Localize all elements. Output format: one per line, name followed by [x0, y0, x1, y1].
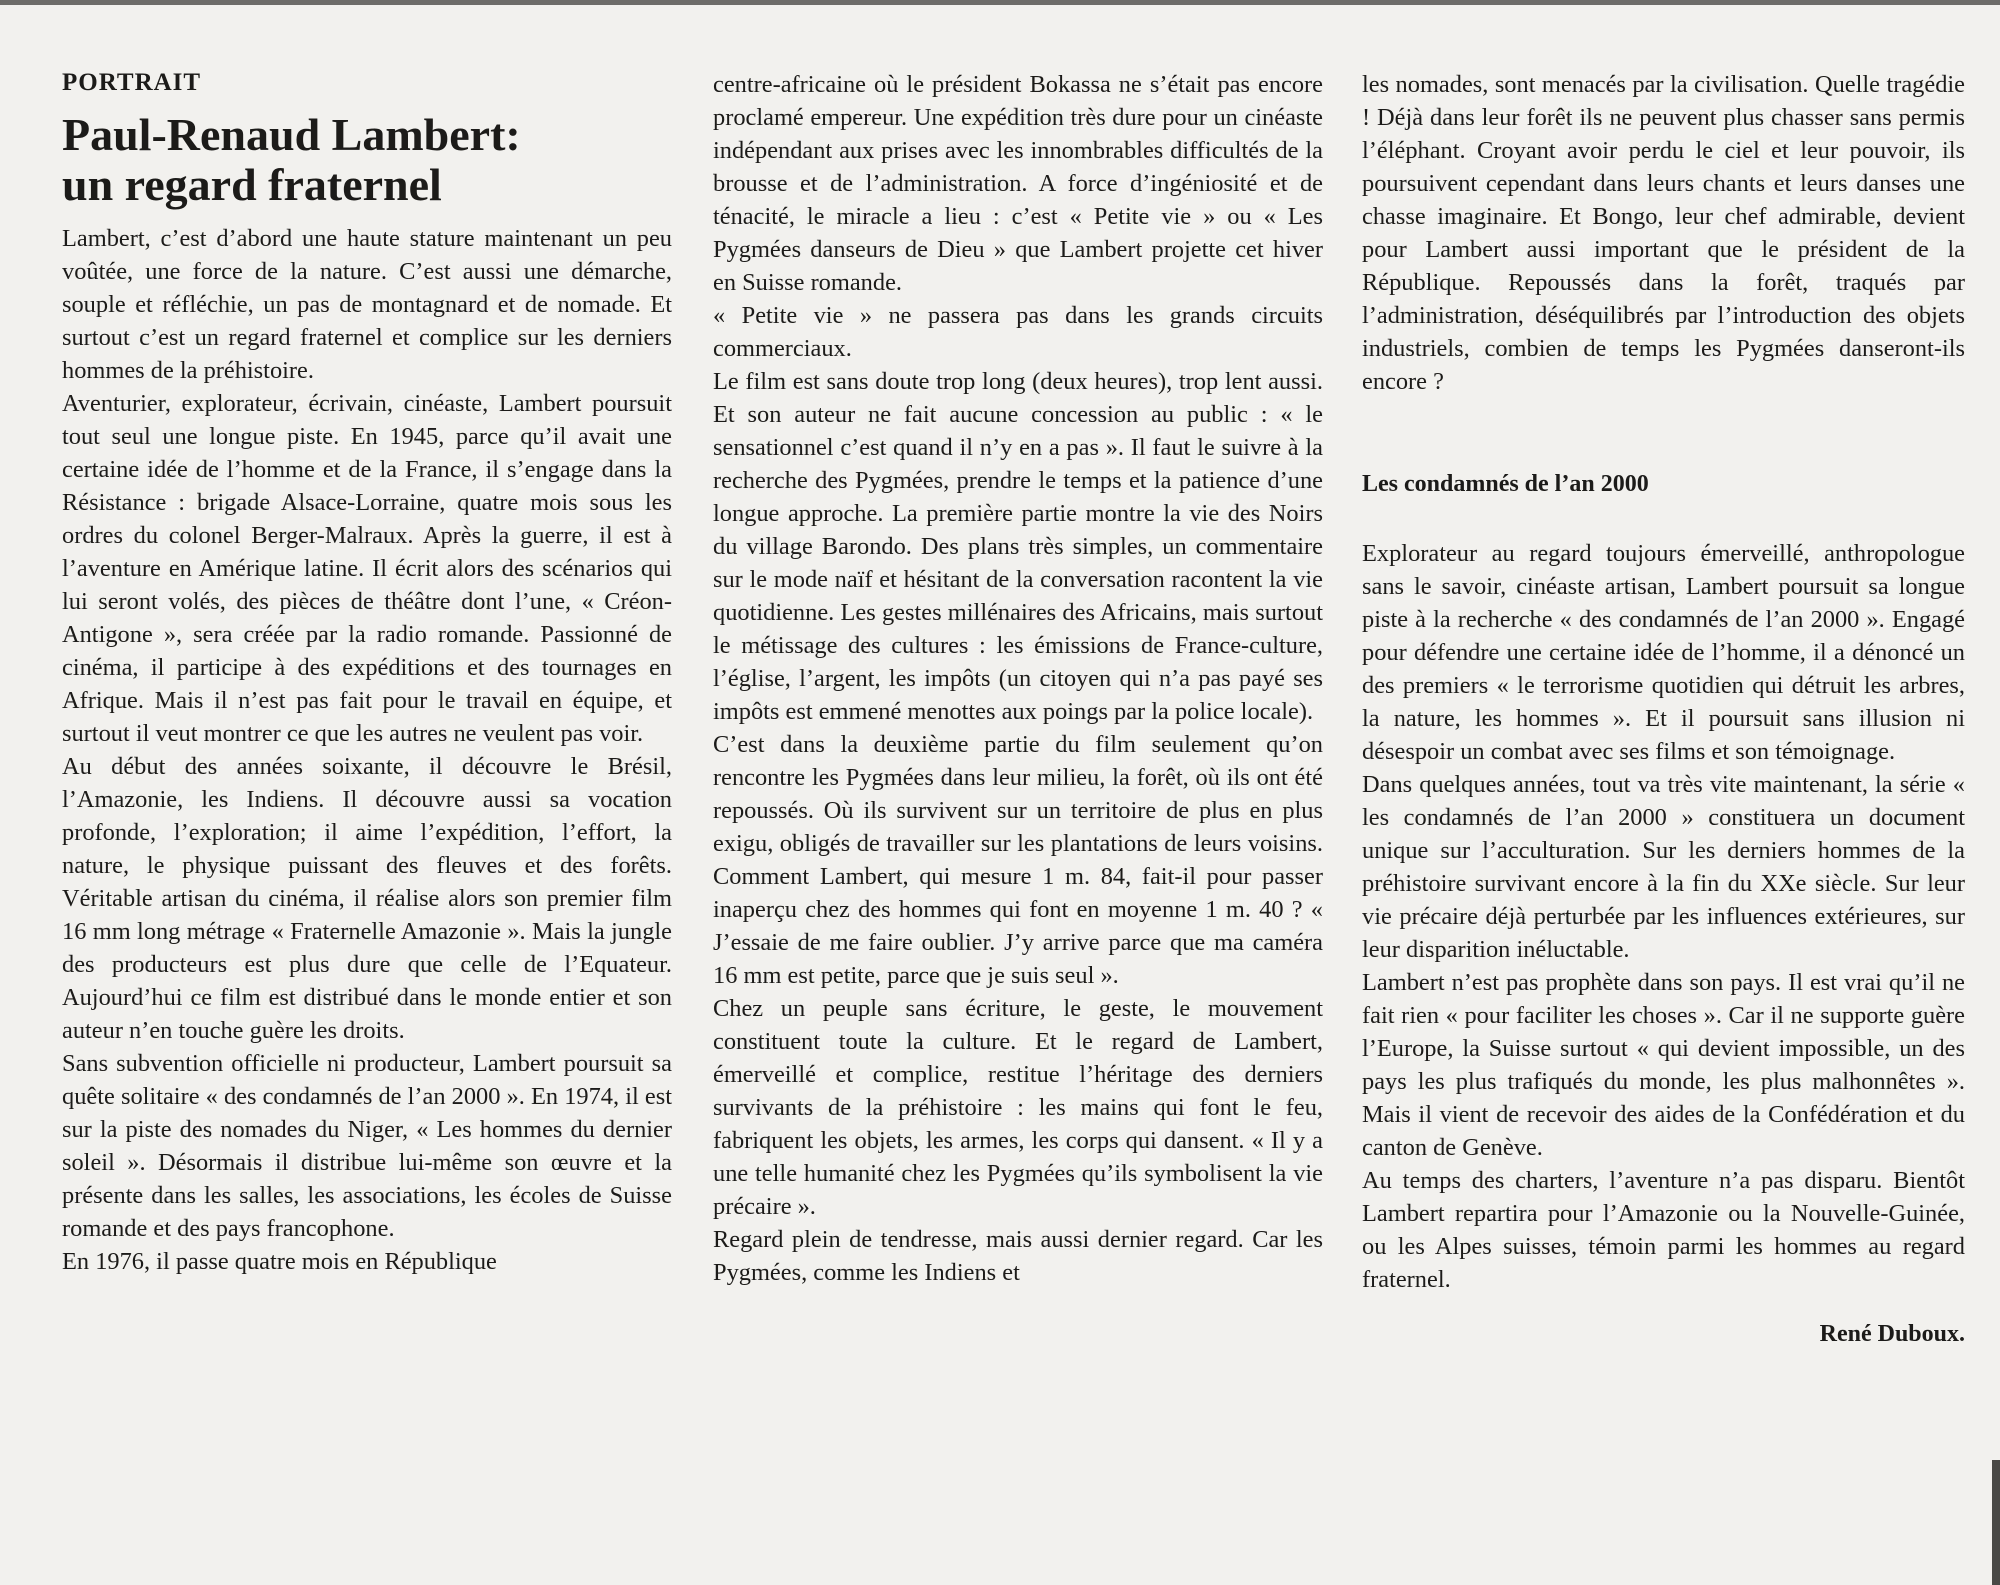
page-edge-shadow [1992, 1460, 2000, 1585]
paragraph: centre-africaine où le président Bokassa ne s’était pas encore proclamé empereur. Une expédition très dure pour un cinéaste indépendant aux prises avec les innombrables difficultés de la brousse et de l’administration. A force d’ingéniosité et de ténacité, le miracle a lieu : c’est « Petite vie » ou « Les Pygmées danseurs de Dieu » que Lambert projette cet hiver en Suisse romande. [713, 71, 1323, 296]
paragraph: Explorateur au regard toujours émerveillé, anthropologue sans le savoir, cinéaste artisan, Lambert poursuit sa longue piste à la recherche « des condamnés de l’an 2000 ». Engagé pour défendre une certaine idée de l’homme, il a dénoncé un des premiers « le terrorisme quotidien qui détruit les arbres, la nature, les hommes ». Et il poursuit sans illusion ni désespoir un combat avec ses films et son témoignage. [1362, 540, 1965, 765]
paragraph: Au début des années soixante, il découvre le Brésil, l’Amazonie, les Indiens. Il découvre aussi sa vocation profonde, l’exploration; il aime l’expédition, l’effort, la nature, le physique puissant des fleuves et des forêts. Véritable artisan du cinéma, il réalise alors son premier film 16 mm long métrage « Fraternelle Amazonie ». Mais la jungle des producteurs est plus dure que celle de l’Equateur. Aujourd’hui ce film est distribué dans le monde entier et son auteur n’en touche guère les droits. [62, 753, 672, 1044]
page-top-rule [0, 0, 2000, 5]
author-signature: René Duboux. [1819, 1321, 1965, 1347]
paragraph: Sans subvention officielle ni producteur, Lambert poursuit sa quête solitaire « des condamnés de l’an 2000 ». En 1974, il est sur la piste des nomades du Niger, « Les hommes du dernier soleil ». Désormais il distribue lui-même son œuvre et la présente dans les salles, les associations, les écoles de Suisse romande et des pays francophone. [62, 1050, 672, 1242]
title-line-1: Paul-Renaud Lambert: [62, 109, 521, 160]
paragraph: Aventurier, explorateur, écrivain, cinéaste, Lambert poursuit tout seul une longue piste. En 1945, parce qu’il avait une certaine idée de l’homme et de la France, il s’engage dans la Résistance : brigade Alsace-Lorraine, quatre mois sous les ordres du colonel Berger-Malraux. Après la guerre, il est à l’aventure en Amérique latine. Il écrit alors des scénarios qui lui seront volés, des pièces de théâtre dont l’une, « Créon-Antigone », sera créée par la radio romande. Passionné de cinéma, il participe à des expéditions et des tournages en Afrique. Mais il n’est pas fait pour le travail en équipe, et surtout il veut montrer ce que les autres ne veulent pas voir. [62, 390, 672, 747]
paragraph: « Petite vie » ne passera pas dans les grands circuits commerciaux. [713, 302, 1323, 362]
title-line-2: un regard fraternel [62, 159, 442, 210]
column-1 [62, 68, 672, 1278]
paragraph: Lambert, c’est d’abord une haute stature maintenant un peu voûtée, une force de la nature. C’est aussi une démarche, souple et réfléchie, un pas de montagnard et de nomade. Et surtout c’est un regard fraternel et complice sur les derniers hommes de la préhistoire. [62, 225, 672, 384]
paragraph: Chez un peuple sans écriture, le geste, le mouvement constituent toute la culture. Et le regard de Lambert, émerveillé et complice, restitue l’héritage des derniers survivants de la préhistoire : les mains qui font le feu, fabriquent les objets, les armes, les corps qui dansent. « Il y a une telle humanité chez les Pygmées qu’ils symbolisent la vie précaire ». [713, 995, 1323, 1220]
paragraph: Au temps des charters, l’aventure n’a pas disparu. Bientôt Lambert repartira pour l’Amazonie ou la Nouvelle-Guinée, ou les Alpes suisses, témoin parmi les hommes au regard fraternel. [1362, 1167, 1965, 1293]
article-title [62, 110, 672, 210]
paragraph: Regard plein de tendresse, mais aussi dernier regard. Car les Pygmées, comme les Indiens et [713, 1226, 1323, 1286]
section-subheading: Les condamnés de l’an 2000 [1362, 471, 1649, 497]
paragraph: Dans quelques années, tout va très vite maintenant, la série « les condamnés de l’an 2000 » constituera un document unique sur l’acculturation. Sur les derniers hommes de la préhistoire survivant encore à la fin du XXe siècle. Sur leur vie précaire déjà perturbée par les influences extérieures, sur leur disparition inéluctable. [1362, 771, 1965, 963]
column-2 [713, 68, 1323, 1289]
section-kicker: PORTRAIT [62, 69, 202, 96]
paragraph: Lambert n’est pas prophète dans son pays. Il est vrai qu’il ne fait rien « pour faciliter les choses ». Car il ne supporte guère l’Europe, la Suisse surtout « qui devient impossible, un des pays les plus trafiqués du monde, les plus malhonnêtes ». Mais il vient de recevoir des aides de la Confédération et du canton de Genève. [1362, 969, 1965, 1161]
paragraph: C’est dans la deuxième partie du film seulement qu’on rencontre les Pygmées dans leur milieu, la forêt, où ils ont été repoussés. Où ils survivent sur un territoire de plus en plus exigu, obligés de travailler sur les plantations de leurs voisins. Comment Lambert, qui mesure 1 m. 84, fait-il pour passer inaperçu chez des hommes qui font en moyenne 1 m. 40 ? « J’essaie de me faire oublier. J’y arrive parce que ma caméra 16 mm est petite, parce que je suis seul ». [713, 731, 1323, 989]
paragraph: les nomades, sont menacés par la civilisation. Quelle tragédie ! Déjà dans leur forêt ils ne peuvent plus chasser sans permis l’éléphant. Croyant avoir perdu le ciel et leur pouvoir, ils poursuivent cependant dans leurs chants et leurs danses une chasse imaginaire. Et Bongo, leur chef admirable, devient pour Lambert aussi important que le président de la République. Repoussés dans la forêt, traqués par l’administration, déséquilibrés par l’introduction des objets industriels, combien de temps les Pygmées danseront-ils encore ? [1362, 71, 1965, 395]
paragraph: Le film est sans doute trop long (deux heures), trop lent aussi. Et son auteur ne fait aucune concession au public : « le sensationnel c’est quand il n’y en a pas ». Il faut le suivre à la recherche des Pygmées, prendre le temps et la patience d’une longue approche. La première partie montre la vie des Noirs du village Barondo. Des plans très simples, un commentaire sur le mode naïf et hésitant de la conversation racontent la vie quotidienne. Les gestes millénaires des Africains, mais surtout le métissage des cultures : les émissions de France-culture, l’église, l’argent, les impôts (un citoyen qui n’a pas payé ses impôts est emmené menottes aux poings par la police locale). [713, 368, 1323, 725]
column-3 [1362, 68, 1965, 1351]
paragraph: En 1976, il passe quatre mois en République [62, 1248, 497, 1275]
